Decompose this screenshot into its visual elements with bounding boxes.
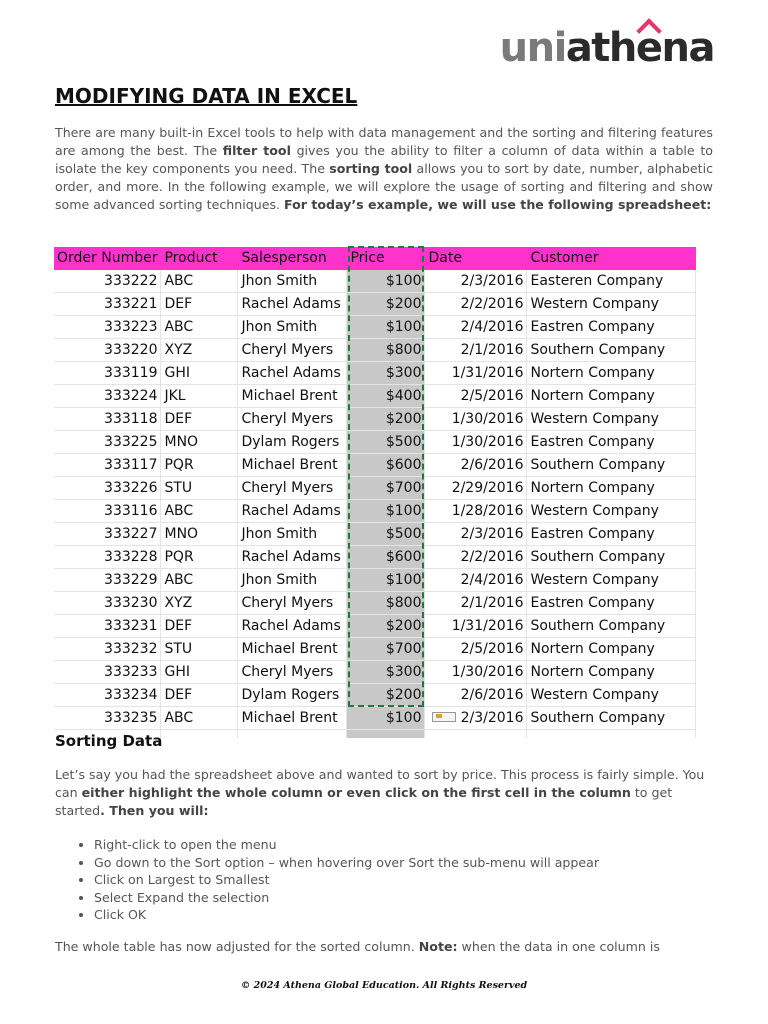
price-cell[interactable]: $500 xyxy=(347,431,425,454)
product-cell[interactable]: ABC xyxy=(161,500,238,523)
list-item: • Right-click to open the menu xyxy=(94,836,599,854)
salesperson-cell[interactable]: Dylam Rogers xyxy=(238,684,347,707)
date-cell[interactable]: 2/5/2016 xyxy=(425,638,527,661)
paste-options-icon[interactable] xyxy=(432,712,456,722)
section-heading: Sorting Data xyxy=(55,732,163,750)
empty-cell[interactable] xyxy=(347,730,425,739)
order-number-cell[interactable]: 333230 xyxy=(54,592,161,615)
table-row xyxy=(54,638,696,661)
price-cell[interactable]: $700 xyxy=(347,638,425,661)
order-number-cell[interactable]: 333234 xyxy=(54,684,161,707)
salesperson-cell[interactable]: Jhon Smith xyxy=(238,569,347,592)
empty-cell[interactable] xyxy=(527,730,696,739)
product-cell[interactable]: MNO xyxy=(161,523,238,546)
customer-cell[interactable]: Western Company xyxy=(527,408,696,431)
date-cell[interactable]: 2/4/2016 xyxy=(425,569,527,592)
date-cell[interactable]: 2/6/2016 xyxy=(425,684,527,707)
price-cell[interactable]: $400 xyxy=(347,385,425,408)
header-salesperson[interactable]: Salesperson xyxy=(238,247,347,270)
table-row xyxy=(54,661,696,684)
date-cell[interactable]: 2/29/2016 xyxy=(425,477,527,500)
order-number-cell[interactable]: 333224 xyxy=(54,385,161,408)
product-cell[interactable]: ABC xyxy=(161,569,238,592)
date-cell[interactable]: 2/3/2016 xyxy=(425,270,527,293)
table-row xyxy=(54,454,696,477)
table-row xyxy=(54,523,696,546)
price-cell[interactable]: $200 xyxy=(347,408,425,431)
table-row xyxy=(54,546,696,569)
copyright-footer: © 2024 Athena Global Education. All Rights Reserved xyxy=(240,980,528,991)
price-cell[interactable]: $800 xyxy=(347,339,425,362)
order-number-cell[interactable]: 333220 xyxy=(54,339,161,362)
order-number-cell[interactable]: 333117 xyxy=(54,454,161,477)
price-cell[interactable]: $500 xyxy=(347,523,425,546)
date-cell[interactable]: 2/1/2016 xyxy=(425,339,527,362)
list-item: • Select Expand the selection xyxy=(94,889,599,907)
order-number-cell[interactable]: 333233 xyxy=(54,661,161,684)
customer-cell[interactable]: Nortern Company xyxy=(527,477,696,500)
price-cell[interactable]: $100 xyxy=(347,316,425,339)
customer-cell[interactable]: Eastren Company xyxy=(527,592,696,615)
uniathena-logo: uniathena xyxy=(500,28,714,68)
price-cell[interactable]: $200 xyxy=(347,684,425,707)
customer-cell[interactable]: Easteren Company xyxy=(527,270,696,293)
date-cell[interactable]: 2/2/2016 xyxy=(425,546,527,569)
table-row xyxy=(54,270,696,293)
salesperson-cell[interactable]: Rachel Adams xyxy=(238,546,347,569)
table-row xyxy=(54,408,696,431)
price-cell[interactable]: $700 xyxy=(347,477,425,500)
product-cell[interactable]: XYZ xyxy=(161,339,238,362)
customer-cell[interactable]: Western Company xyxy=(527,500,696,523)
date-cell[interactable]: 2/1/2016 xyxy=(425,592,527,615)
price-cell[interactable]: $600 xyxy=(347,546,425,569)
empty-cell[interactable] xyxy=(161,730,238,739)
salesperson-cell[interactable]: Cheryl Myers xyxy=(238,592,347,615)
salesperson-cell[interactable]: Cheryl Myers xyxy=(238,339,347,362)
price-cell[interactable]: $100 xyxy=(347,270,425,293)
salesperson-cell[interactable]: Cheryl Myers xyxy=(238,408,347,431)
product-cell[interactable]: MNO xyxy=(161,431,238,454)
intro-paragraph: There are many built-in Excel tools to help with data management and the sorting and filtering features are among the best. The filter tool gives you the ability to filter a column of data within a table to isolate the key components you need. The sorting tool allows you to sort by date, number, alphabetic order, and more. In the following example, we will explore the usage of sorting and filtering and show some advanced sorting techniques. For today’s example, we will use the following spreadsheet: xyxy=(55,125,714,212)
header-order-number[interactable]: Order Number xyxy=(54,247,161,270)
salesperson-cell[interactable]: Cheryl Myers xyxy=(238,661,347,684)
empty-cell[interactable] xyxy=(238,730,347,739)
date-cell[interactable]: 1/30/2016 xyxy=(425,408,527,431)
price-cell[interactable]: $200 xyxy=(347,615,425,638)
price-cell[interactable]: $100 xyxy=(347,500,425,523)
date-cell[interactable]: 2/2/2016 xyxy=(425,293,527,316)
order-number-cell[interactable]: 333232 xyxy=(54,638,161,661)
header-row xyxy=(54,247,696,270)
table-row xyxy=(54,500,696,523)
customer-cell[interactable]: Eastren Company xyxy=(527,523,696,546)
sorting-tool-term: sorting tool xyxy=(329,161,413,176)
salesperson-cell[interactable]: Rachel Adams xyxy=(238,362,347,385)
order-number-cell[interactable]: 333223 xyxy=(54,316,161,339)
sample-spreadsheet xyxy=(54,247,696,738)
product-cell[interactable]: DEF xyxy=(161,408,238,431)
table-row xyxy=(54,569,696,592)
customer-cell[interactable]: Southern Company xyxy=(527,615,696,638)
order-number-cell[interactable]: 333227 xyxy=(54,523,161,546)
order-number-cell[interactable]: 333225 xyxy=(54,431,161,454)
salesperson-cell[interactable]: Dylam Rogers xyxy=(238,431,347,454)
date-cell[interactable]: 2/4/2016 xyxy=(425,316,527,339)
salesperson-cell[interactable]: Rachel Adams xyxy=(238,500,347,523)
customer-cell[interactable]: Western Company xyxy=(527,293,696,316)
customer-cell[interactable]: Eastren Company xyxy=(527,316,696,339)
customer-cell[interactable]: Southern Company xyxy=(527,339,696,362)
product-cell[interactable]: DEF xyxy=(161,684,238,707)
table-row xyxy=(54,477,696,500)
header-price[interactable]: Price xyxy=(347,247,425,270)
order-number-cell[interactable]: 333116 xyxy=(54,500,161,523)
empty-cell[interactable] xyxy=(425,730,527,739)
customer-cell[interactable]: Eastren Company xyxy=(527,431,696,454)
salesperson-cell[interactable]: Cheryl Myers xyxy=(238,477,347,500)
date-cell[interactable]: 1/31/2016 xyxy=(425,362,527,385)
product-cell[interactable]: STU xyxy=(161,477,238,500)
product-cell[interactable]: STU xyxy=(161,638,238,661)
order-number-cell[interactable]: 333228 xyxy=(54,546,161,569)
order-number-cell[interactable]: 333229 xyxy=(54,569,161,592)
product-cell[interactable]: ABC xyxy=(161,316,238,339)
salesperson-cell[interactable]: Michael Brent xyxy=(238,454,347,477)
list-item: • Click on Largest to Smallest xyxy=(94,871,599,889)
product-cell[interactable]: XYZ xyxy=(161,592,238,615)
date-cell[interactable]: 2/6/2016 xyxy=(425,454,527,477)
salesperson-cell[interactable]: Michael Brent xyxy=(238,638,347,661)
price-cell[interactable]: $100 xyxy=(347,707,425,730)
price-cell[interactable]: $300 xyxy=(347,362,425,385)
product-cell[interactable]: ABC xyxy=(161,707,238,730)
date-cell[interactable]: 2/3/2016 xyxy=(425,707,527,730)
table-row xyxy=(54,316,696,339)
price-cell[interactable]: $800 xyxy=(347,592,425,615)
price-cell[interactable]: $300 xyxy=(347,661,425,684)
date-cell[interactable]: 2/5/2016 xyxy=(425,385,527,408)
product-cell[interactable]: PQR xyxy=(161,454,238,477)
header-customer[interactable]: Customer xyxy=(527,247,696,270)
customer-cell[interactable]: Western Company xyxy=(527,684,696,707)
customer-cell[interactable]: Nortern Company xyxy=(527,638,696,661)
customer-cell[interactable]: Southern Company xyxy=(527,707,696,730)
date-cell[interactable]: 1/30/2016 xyxy=(425,661,527,684)
customer-cell[interactable]: Southern Company xyxy=(527,454,696,477)
customer-cell[interactable]: Nortern Company xyxy=(527,385,696,408)
table-row xyxy=(54,362,696,385)
product-cell[interactable]: ABC xyxy=(161,270,238,293)
salesperson-cell[interactable]: Michael Brent xyxy=(238,707,347,730)
price-cell[interactable]: $100 xyxy=(347,569,425,592)
table-row xyxy=(54,684,696,707)
date-cell[interactable]: 1/30/2016 xyxy=(425,431,527,454)
customer-cell[interactable]: Nortern Company xyxy=(527,661,696,684)
order-number-cell[interactable]: 333226 xyxy=(54,477,161,500)
steps-list xyxy=(56,836,599,924)
product-cell[interactable]: DEF xyxy=(161,293,238,316)
customer-cell[interactable]: Southern Company xyxy=(527,546,696,569)
product-cell[interactable]: GHI xyxy=(161,661,238,684)
salesperson-cell[interactable]: Jhon Smith xyxy=(238,316,347,339)
list-item: • Go down to the Sort option – when hovering over Sort the sub-menu will appear xyxy=(94,854,599,872)
table-row xyxy=(54,385,696,408)
table-row xyxy=(54,339,696,362)
order-number-cell[interactable]: 333235 xyxy=(54,707,161,730)
salesperson-cell[interactable]: Rachel Adams xyxy=(238,615,347,638)
order-number-cell[interactable]: 333119 xyxy=(54,362,161,385)
table-row xyxy=(54,293,696,316)
salesperson-cell[interactable]: Jhon Smith xyxy=(238,270,347,293)
salesperson-cell[interactable]: Jhon Smith xyxy=(238,523,347,546)
header-date[interactable]: Date xyxy=(425,247,527,270)
page-title: MODIFYING DATA IN EXCEL xyxy=(55,84,358,108)
table-row xyxy=(54,592,696,615)
customer-cell[interactable]: Nortern Company xyxy=(527,362,696,385)
date-cell[interactable]: 1/31/2016 xyxy=(425,615,527,638)
product-cell[interactable]: GHI xyxy=(161,362,238,385)
order-number-cell[interactable]: 333221 xyxy=(54,293,161,316)
salesperson-cell[interactable]: Michael Brent xyxy=(238,385,347,408)
table-row xyxy=(54,707,696,730)
header-product[interactable]: Product xyxy=(161,247,238,270)
salesperson-cell[interactable]: Rachel Adams xyxy=(238,293,347,316)
sorting-paragraph: Let’s say you had the spreadsheet above and wanted to sort by price. This process is fairly simple. You can either highlight the whole column or even click on the first cell in the column to get started. Then you will: xyxy=(55,767,705,818)
order-number-cell[interactable]: 333222 xyxy=(54,270,161,293)
price-cell[interactable]: $200 xyxy=(347,293,425,316)
order-number-cell[interactable]: 333118 xyxy=(54,408,161,431)
price-cell[interactable]: $600 xyxy=(347,454,425,477)
product-cell[interactable]: JKL xyxy=(161,385,238,408)
table-row xyxy=(54,431,696,454)
filter-tool-term: filter tool xyxy=(222,143,291,158)
table-row xyxy=(54,615,696,638)
note-paragraph: The whole table has now adjusted for the sorted column. Note: when the data in one column is xyxy=(55,939,660,954)
customer-cell[interactable]: Western Company xyxy=(527,569,696,592)
list-item: • Click OK xyxy=(94,906,599,924)
date-cell[interactable]: 1/28/2016 xyxy=(425,500,527,523)
order-number-cell[interactable]: 333231 xyxy=(54,615,161,638)
product-cell[interactable]: DEF xyxy=(161,615,238,638)
date-cell[interactable]: 2/3/2016 xyxy=(425,523,527,546)
product-cell[interactable]: PQR xyxy=(161,546,238,569)
